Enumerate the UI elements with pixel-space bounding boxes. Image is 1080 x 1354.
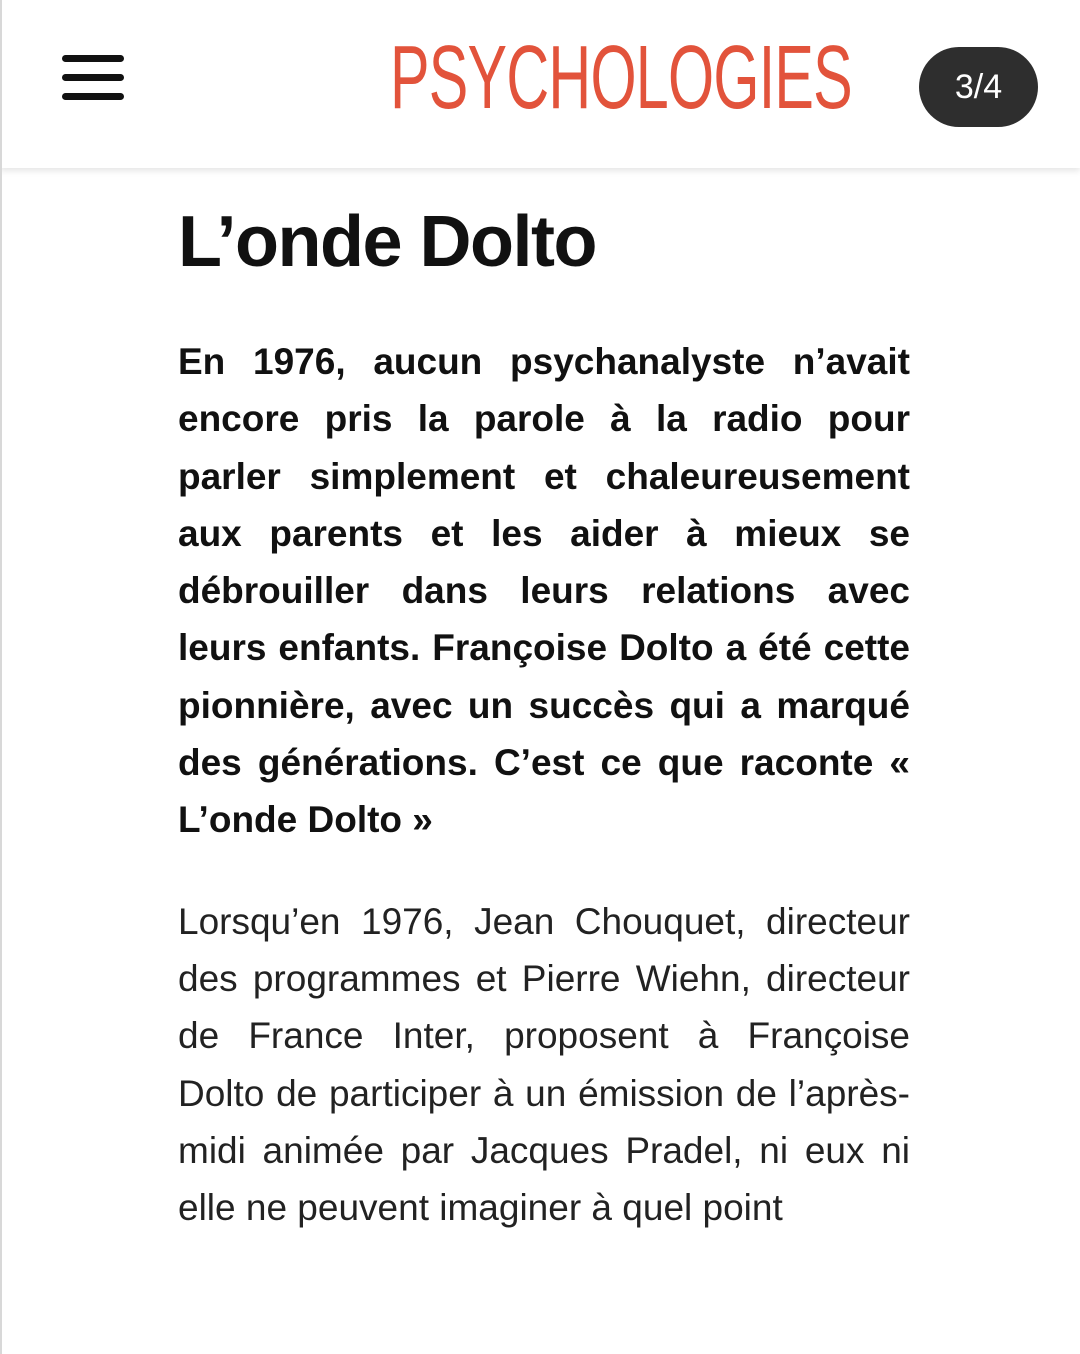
article-title: L’onde Dolto <box>178 202 596 282</box>
article-content <box>178 198 910 1236</box>
menu-bar-bottom <box>62 93 124 100</box>
article-body: Lorsqu’en 1976, Jean Chouquet, directeur des programmes et Pierre Wiehn, directeur de France Inter, proposent à Françoise Dolto de participer à un émission de l’après-midi animée par Jacques Pradel, ni eux ni elle ne peuvent imaginer à quel point <box>178 900 910 1229</box>
left-edge-divider <box>0 0 2 1354</box>
menu-bar-top <box>62 55 124 62</box>
logo-text: PSYCHOLOGIES <box>390 26 852 128</box>
menu-bar-middle <box>62 74 124 81</box>
hamburger-menu-icon[interactable] <box>62 55 126 101</box>
psychologies-logo[interactable] <box>390 22 860 128</box>
top-header <box>0 0 1080 168</box>
page-indicator-badge: 3/4 <box>919 47 1038 127</box>
article-lead: En 1976, aucun psychanalyste n’avait encore pris la parole à la radio pour parler simplement et chaleureusement aux parents et les aider à mieux se débrouiller dans leurs relations avec leurs enfants. Françoise Dolto a été cette pionnière, avec un succès qui a marqué des générations. C’est ce que raconte « L’onde Dolto » <box>178 341 910 841</box>
